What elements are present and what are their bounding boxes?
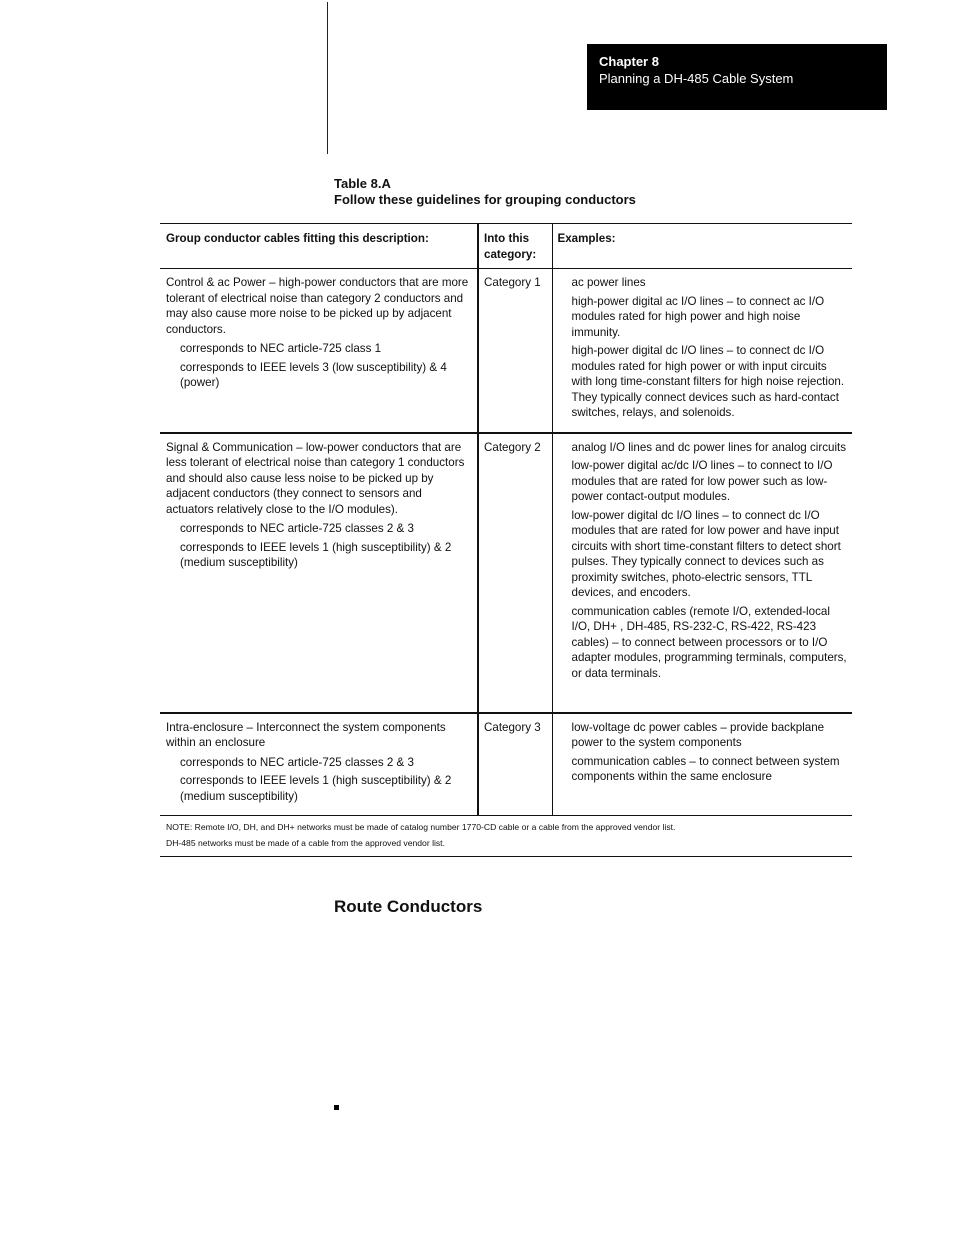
row-sub-item: corresponds to IEEE levels 1 (high susceptibility) & 2 (medium susceptibility) <box>180 774 452 803</box>
row-sub-item: corresponds to IEEE levels 3 (low susceptibility) & 4 (power) <box>180 360 447 389</box>
bullet-marker <box>334 1105 339 1110</box>
note-divider <box>160 856 852 857</box>
description-cell <box>160 269 478 433</box>
example-item: low-power digital dc I/O lines – to connect dc I/O modules that are rated for low power and have input circuits with short time-constant filters to detect short pulses. They typically connect to devices such as proximity switches, photo-electric sensors, TTL devices, and encoders. <box>571 508 841 599</box>
examples-cell <box>552 433 852 713</box>
column-header-category: Into this category: <box>478 224 552 269</box>
table-label: Table 8.A <box>334 176 391 191</box>
section-heading: Route Conductors <box>334 897 483 916</box>
description-cell <box>160 713 478 816</box>
note-line: DH-485 networks must be made of a cable from the approved vendor list. <box>166 837 445 848</box>
example-item: communication cables (remote I/O, extended-local I/O, DH+ , DH-485, RS-232-C, RS-422, RS-423 cables) – to connect between processors or to I/O adapter modules, programming terminals, computers, or data terminals. <box>571 604 847 680</box>
row-description: Control & ac Power – high-power conductors that are more tolerant of electrical noise than category 2 conductors and may also cause more noise to be picked up by adjacent conductors. <box>166 276 469 336</box>
note-line: NOTE: Remote I/O, DH, and DH+ networks must be made of catalog number 1770-CD cable or a cable from the approved vendor list. <box>166 822 676 832</box>
chapter-number: Chapter 8 <box>599 54 659 69</box>
column-header-description: Group conductor cables fitting this description: <box>166 232 429 245</box>
example-item: high-power digital ac I/O lines – to connect ac I/O modules rated for high power and high noise immunity. <box>571 294 825 339</box>
table-header-row <box>160 224 852 269</box>
chapter-title: Planning a DH-485 Cable System <box>599 71 794 86</box>
row-sub-item: corresponds to IEEE levels 1 (high susceptibility) & 2 (medium susceptibility) <box>180 540 452 569</box>
example-item: ac power lines <box>571 276 646 289</box>
table-row <box>160 433 852 713</box>
examples-cell <box>552 713 852 816</box>
row-sub-item: corresponds to NEC article-725 classes 2 & 3 <box>180 755 414 769</box>
category-cell: Category 1 <box>478 269 552 433</box>
description-cell <box>160 433 478 713</box>
table-row <box>160 269 852 433</box>
category-cell: Category 3 <box>478 713 552 816</box>
row-sub-item: corresponds to NEC article-725 classes 2 & 3 <box>180 522 414 535</box>
row-sub-item: corresponds to NEC article-725 class 1 <box>180 342 382 355</box>
margin-rule <box>327 2 328 154</box>
table-title: Follow these guidelines for grouping conductors <box>334 192 636 207</box>
row-description: Intra-enclosure – Interconnect the system components within an enclosure <box>166 720 446 749</box>
table-note <box>166 820 675 851</box>
table-row <box>160 713 852 816</box>
example-item: communication cables – to connect between system components within the same enclosure <box>571 754 840 783</box>
chapter-header <box>587 44 887 110</box>
column-header-examples: Examples: <box>552 224 852 269</box>
examples-cell <box>552 269 852 433</box>
example-item: low-power digital ac/dc I/O lines – to connect to I/O modules that are rated for low power such as low-power contact-output modules. <box>571 459 833 503</box>
example-item: analog I/O lines and dc power lines for analog circuits <box>571 440 847 454</box>
row-description: Signal & Communication – low-power conductors that are less tolerant of electrical noise than category 1 conductors and should also cause less noise to be picked up by adjacent conductors (they connect to sensors and actuators relatively close to the I/O modules). <box>166 440 465 516</box>
category-cell: Category 2 <box>478 433 552 713</box>
conductor-grouping-table <box>160 223 852 816</box>
table-caption <box>334 176 636 208</box>
example-item: low-voltage dc power cables – provide backplane power to the system components <box>571 720 825 749</box>
example-item: high-power digital dc I/O lines – to connect dc I/O modules rated for high power or with input circuits with long time-constant filters for high noise rejection. They typically connect devices such as hard-contact switches, relays, and solenoids. <box>571 344 845 419</box>
